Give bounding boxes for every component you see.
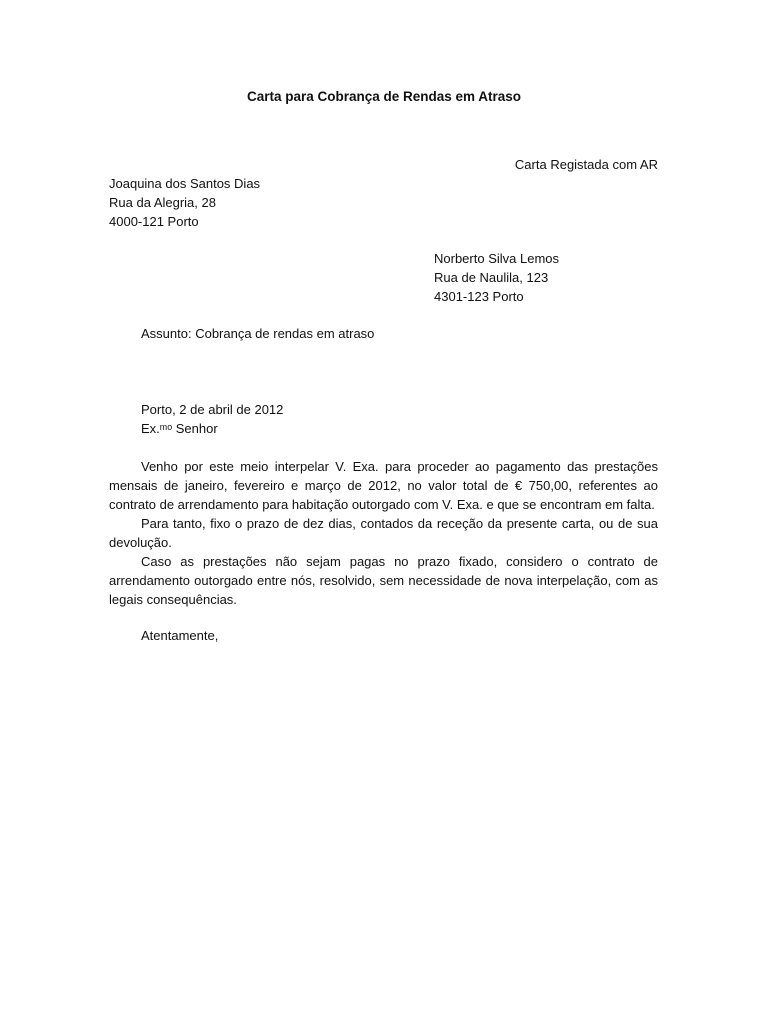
subject-line: Assunto: Cobrança de rendas em atraso [141,326,375,341]
sender-address-block [109,174,260,231]
sender-street: Rua da Alegria, 28 [109,195,216,210]
recipient-street: Rua de Naulila, 123 [434,270,549,285]
body-paragraph: Venho por este meio interpelar V. Exa. para proceder ao pagamento das prestações mensais de janeiro, fevereiro e março de 2012, no valor total de € 750,00, referentes ao contrato de arrendamento para habitação outorgado com V. Exa. e que se encontram em falta. [109,459,658,512]
recipient-address-block [434,249,559,306]
date-line: Porto, 2 de abril de 2012 [141,402,284,417]
date-salutation-block [141,400,283,438]
closing-line: Atentamente, [141,628,219,643]
sender-name: Joaquina dos Santos Dias [109,176,261,191]
document-title: Carta para Cobrança de Rendas em Atraso [246,89,522,104]
body-paragraph: Para tanto, fixo o prazo de dez dias, contados da receção da presente carta, ou de sua devolução. [109,516,658,550]
salutation: Ex.ᵐᵒ Senhor [141,421,218,436]
recipient-name: Norberto Silva Lemos [434,251,559,266]
body-paragraph: Caso as prestações não sejam pagas no prazo fixado, considero o contrato de arrendamento outorgado entre nós, resolvido, sem necessidade de nova interpelação, com as legais consequências. [109,554,658,607]
letter-body [109,457,658,609]
sender-postal: 4000-121 Porto [109,214,199,229]
recipient-postal: 4301-123 Porto [434,289,524,304]
registered-mail-note: Carta Registada com AR [514,157,658,172]
